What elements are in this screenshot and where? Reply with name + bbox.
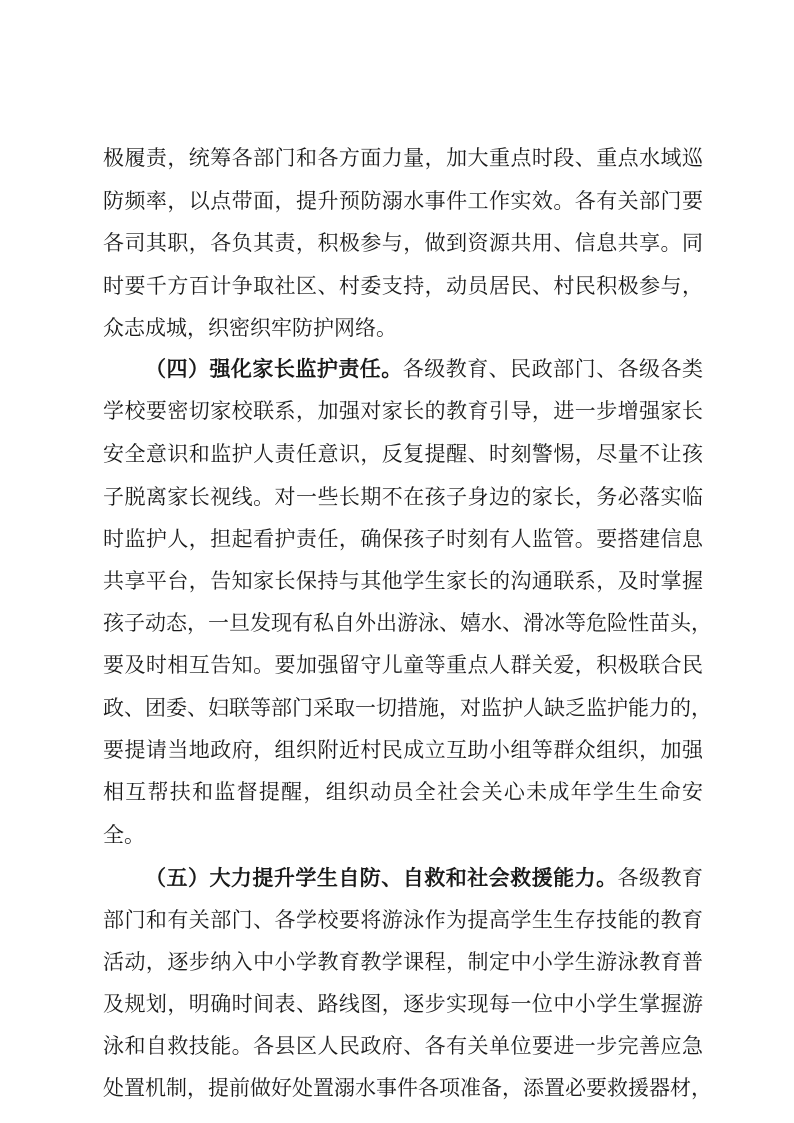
text-line: 防频率，以点带面，提升预防溺水事件工作实效。各有关部门要	[103, 189, 703, 213]
text-line: 全。	[103, 823, 145, 847]
paragraph-first-line	[145, 349, 703, 389]
text-line: 众志成城，织密织牢防护网络。	[103, 316, 397, 340]
text-line: 处置机制，提前做好处置溺水事件各项准备，添置必要救援器材，	[103, 1076, 712, 1100]
text-run: 各级教育	[617, 866, 704, 890]
text-line: 孩子动态，一旦发现有私自外出游泳、嬉水、滑冰等危险性苗头，	[103, 611, 712, 635]
text-line: 及规划，明确时间表、路线图，逐步实现每一位中小学生掌握游	[103, 992, 703, 1016]
section-heading: （四）强化家长监护责任。	[145, 356, 403, 381]
text-line: 极履责，统筹各部门和各方面力量，加大重点时段、重点水域巡	[103, 146, 703, 170]
text-line: 共享平台，告知家长保持与其他学生家长的沟通联系，及时掌握	[103, 569, 703, 593]
section-heading: （五）大力提升学生自防、自救和社会救援能力。	[145, 865, 618, 890]
text-line: 政、团委、妇联等部门采取一切措施，对监护人缺乏监护能力的，	[103, 696, 712, 720]
text-line: 要及时相互告知。要加强留守儿童等重点人群关爱，积极联合民	[103, 653, 703, 677]
text-line: 相互帮扶和监督提醒，组织动员全社会关心未成年学生生命安	[103, 780, 703, 804]
text-line: 要提请当地政府，组织附近村民成立互助小组等群众组织，加强	[103, 738, 703, 762]
text-line: 部门和有关部门、各学校要将游泳作为提高学生生存技能的教育	[103, 908, 703, 932]
text-line: 学校要密切家校联系，加强对家长的教育引导，进一步增强家长	[103, 399, 703, 423]
text-line: 时监护人，担起看护责任，确保孩子时刻有人监管。要搭建信息	[103, 527, 703, 551]
paragraph-first-line	[145, 858, 703, 898]
text-line: 时要千方百计争取社区、村委支持，动员居民、村民积极参与，	[103, 274, 703, 298]
text-line: 各司其职，各负其责，积极参与，做到资源共用、信息共享。同	[103, 231, 703, 255]
text-line: 子脱离家长视线。对一些长期不在孩子身边的家长，务必落实临	[103, 485, 703, 509]
text-line: 活动，逐步纳入中小学教育教学课程，制定中小学生游泳教育普	[103, 950, 703, 974]
text-run: 各级教育、民政部门、各级各类	[402, 357, 704, 381]
text-line: 安全意识和监护人责任意识，反复提醒、时刻警惕，尽量不让孩	[103, 442, 703, 466]
text-line: 泳和自救技能。各县区人民政府、各有关单位要进一步完善应急	[103, 1034, 703, 1058]
